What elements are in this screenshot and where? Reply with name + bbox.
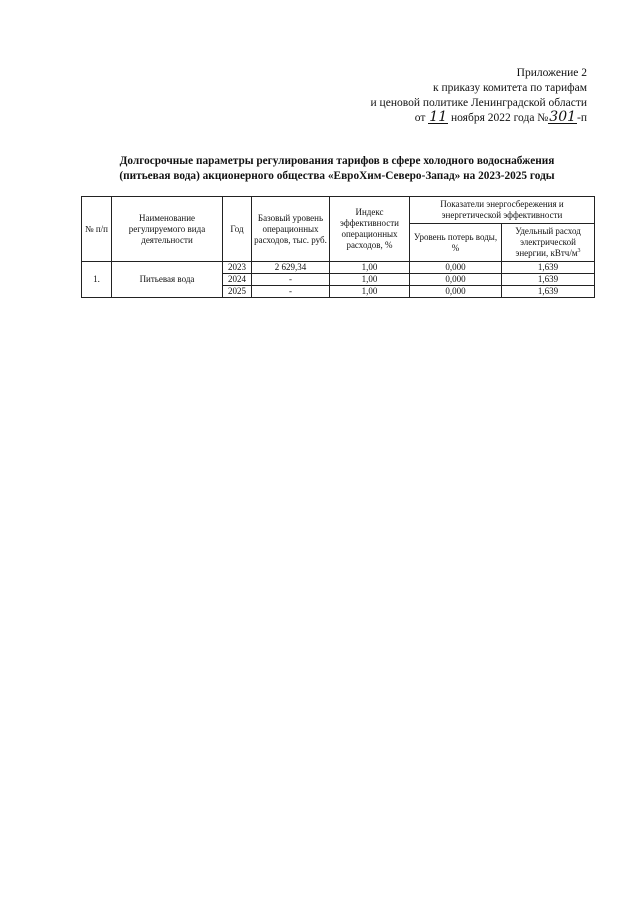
document-title — [80, 154, 594, 184]
header-electric-sup: 3 — [577, 248, 581, 254]
appendix-order-ref: к приказу комитета по тарифам — [433, 82, 587, 94]
cell-activity: Питьевая вода — [112, 262, 223, 298]
cell-base: - — [252, 274, 330, 286]
date-suffix: -п — [577, 112, 587, 124]
header-energy-group: Показатели энергосбережения и энергетической эффективности — [410, 197, 595, 224]
cell-year: 2024 — [223, 274, 252, 286]
title-line-2: (питьевая вода) акционерного общества «ЕвроХим-Северо-Запад» на 2023-2025 годы — [119, 170, 555, 182]
date-middle: ноября 2022 года № — [451, 112, 549, 124]
cell-base: 2 629,34 — [252, 262, 330, 274]
header-electric-text: Удельный расход электрической энергии, кВтч/м — [515, 226, 581, 258]
appendix-committee: и ценовой политике Ленинградской области — [370, 97, 587, 109]
header-activity: Наименование регулируемого вида деятельности — [112, 197, 223, 262]
header-base-level: Базовый уровень операционных расходов, тыс. руб. — [252, 197, 330, 262]
header-num: № п/п — [82, 197, 112, 262]
handwritten-day: 11 — [429, 109, 448, 125]
cell-num: 1. — [82, 262, 112, 298]
header-efficiency: Индекс эффективности операционных расходов, % — [330, 197, 410, 262]
handwritten-number: 301 — [549, 109, 577, 125]
header-water-loss: Уровень потерь воды, % — [410, 224, 502, 262]
table-row — [82, 262, 595, 274]
cell-efficiency: 1,00 — [330, 262, 410, 274]
cell-water-loss: 0,000 — [410, 286, 502, 298]
header-electric — [502, 224, 595, 262]
appendix-header — [287, 66, 587, 126]
cell-efficiency: 1,00 — [330, 286, 410, 298]
cell-water-loss: 0,000 — [410, 262, 502, 274]
cell-year: 2025 — [223, 286, 252, 298]
header-year: Год — [223, 197, 252, 262]
cell-water-loss: 0,000 — [410, 274, 502, 286]
appendix-date-line — [287, 111, 587, 126]
date-prefix: от — [414, 112, 426, 124]
cell-base: - — [252, 286, 330, 298]
cell-electric: 1,639 — [502, 262, 595, 274]
parameters-table — [81, 196, 595, 298]
appendix-title: Приложение 2 — [516, 67, 587, 79]
header-row-1 — [82, 197, 595, 224]
cell-year: 2023 — [223, 262, 252, 274]
cell-efficiency: 1,00 — [330, 274, 410, 286]
title-line-1: Долгосрочные параметры регулирования тарифов в сфере холодного водоснабжения — [119, 155, 555, 167]
cell-electric: 1,639 — [502, 286, 595, 298]
cell-electric: 1,639 — [502, 274, 595, 286]
